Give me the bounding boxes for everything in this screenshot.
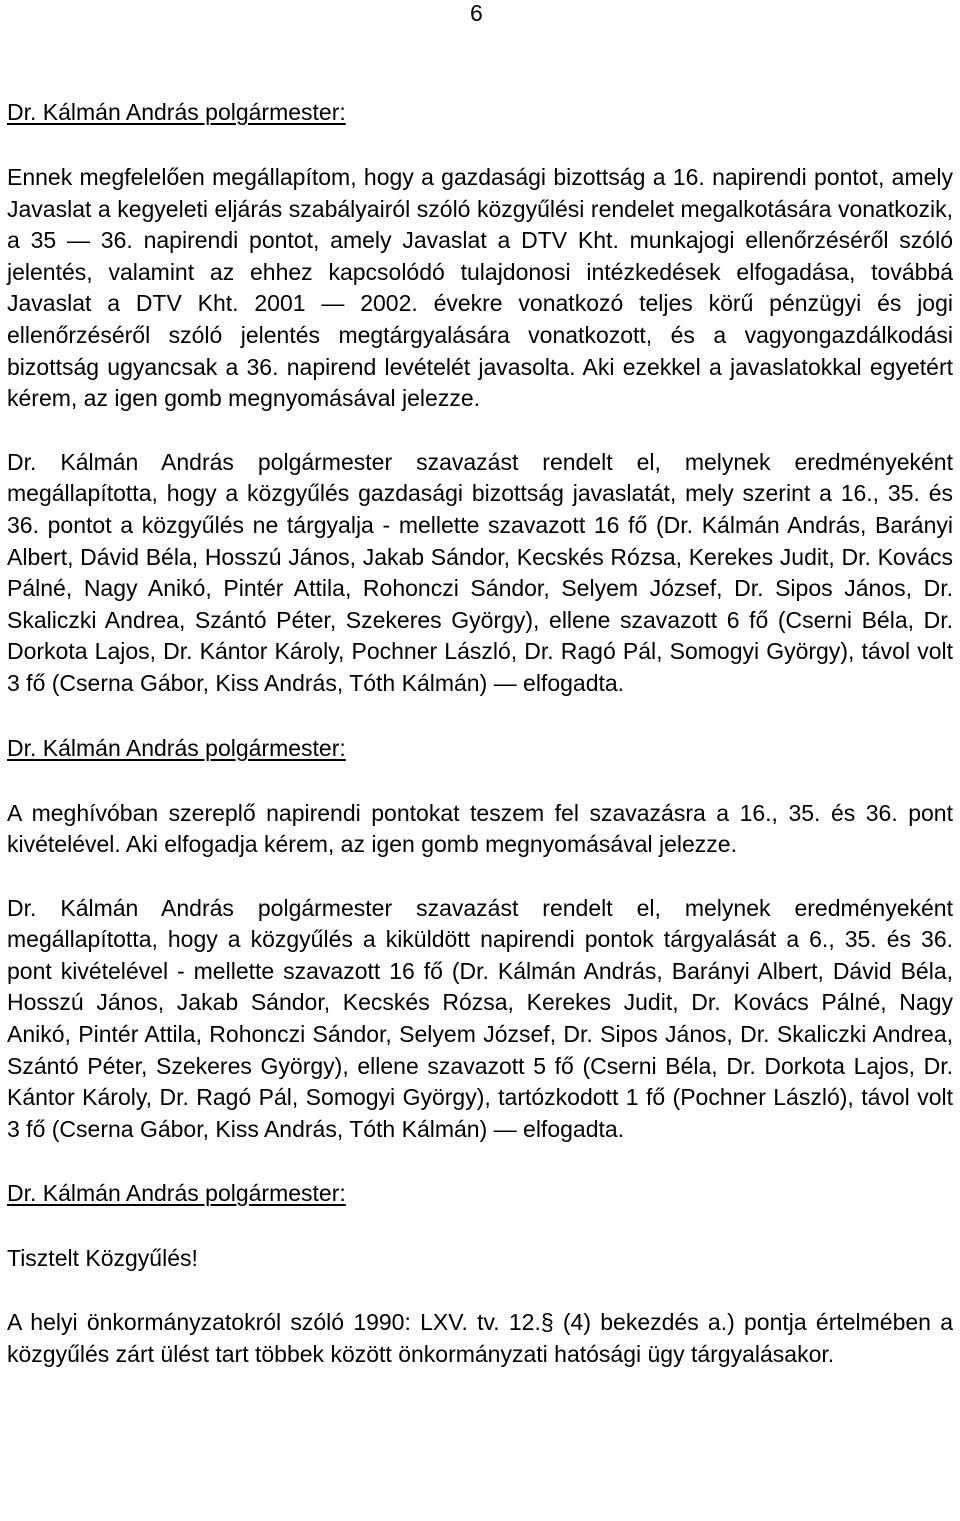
paragraph: Dr. Kálmán András polgármester szavazást rendelt el, melynek eredményeként megállapította, hogy a közgyűlés a kiküldött napirendi pontok tárgyalását a 6., 35. és 36. pont kivételével - mellette szavazott 16 fő (Dr. Kálmán András, Barányi Albert, Dávid Béla, Hosszú János, Jakab Sándor, Kecskés Rózsa, Kerekes Judit, Dr. Kovács Pálné, Nagy Anikó, Pintér Attila, Rohonczi Sándor, Selyem József, Dr. Sipos János, Dr. Skaliczki Andrea, Szántó Péter, Szekeres György), ellene szavazott 5 fő (Cserni Béla, Dr. Dorkota Lajos, Dr. Kántor Károly, Dr. Ragó Pál, Somogyi György), tartózkodott 1 fő (Pochner László), távol volt 3 fő (Cserna Gábor, Kiss András, Tóth Kálmán) — elfogadta. (7, 894, 953, 1142)
speaker-heading: Dr. Kálmán András polgármester: (7, 734, 346, 761)
paragraph: A meghívóban szereplő napirendi pontokat teszem fel szavazásra a 16., 35. és 36. pont kivételével. Aki elfogadja kérem, az igen gomb megnyomásával jelezze. (7, 799, 953, 858)
speaker-heading: Dr. Kálmán András polgármester: (7, 99, 346, 125)
speaker-heading: Dr. Kálmán András polgármester: (7, 1180, 346, 1207)
paragraph: Dr. Kálmán András polgármester szavazást rendelt el, melynek eredményeként megállapította, hogy a közgyűlés gazdasági bizottság javaslatát, mely szerint a 16., 35. és 36. pontot a közgyűlés ne tárgyalja - mellette szavazott 16 fő (Dr. Kálmán András, Barányi Albert, Dávid Béla, Hosszú János, Jakab Sándor, Kecskés Rózsa, Kerekes Judit, Dr. Kovács Pálné, Nagy Anikó, Pintér Attila, Rohonczi Sándor, Selyem József, Dr. Sipos János, Dr. Skaliczki Andrea, Szántó Péter, Szekeres György), ellene szavazott 6 fő (Cserni Béla, Dr. Dorkota Lajos, Dr. Kántor Károly, Pochner László, Dr. Ragó Pál, Somogyi György), távol volt 3 fő (Cserna Gábor, Kiss András, Tóth Kálmán) — elfogadta. (7, 448, 953, 696)
paragraph: Ennek megfelelően megállapítom, hogy a gazdasági bizottság a 16. napirendi pontot, amely Javaslat a kegyeleti eljárás szabályairól szóló közgyűlési rendelet megalkotására vonatkozik, a 35 — 36. napirendi pontot, amely Javaslat a DTV Kht. munkajogi ellenőrzéséről szóló jelentés, valamint az ehhez kapcsolódó tulajdonosi intézkedések elfogadása, továbbá Javaslat a DTV Kht. 2001 — 2002. évekre vonatkozó teljes körű pénzügyi és jogi ellenőrzéséről szóló jelentés megtárgyalására vonatkozott, és a vagyongazdálkodási bizottság ugyancsak a 36. napirend levételét javasolta. Aki ezekkel a javaslatokkal egyetért kérem, az igen gomb megnyomásával jelezze. (7, 164, 953, 412)
document-body (7, 96, 953, 1370)
paragraph: A helyi önkormányzatokról szóló 1990: LXV. tv. 12.§ (4) bekezdés a.) pontja értelmében a közgyűlés zárt ülést tart többek között önkormányzati hatósági ügy tárgyalásakor. (7, 1309, 953, 1367)
page-number: 6 (470, 0, 483, 26)
paragraph: Tisztelt Közgyűlés! (7, 1245, 198, 1272)
